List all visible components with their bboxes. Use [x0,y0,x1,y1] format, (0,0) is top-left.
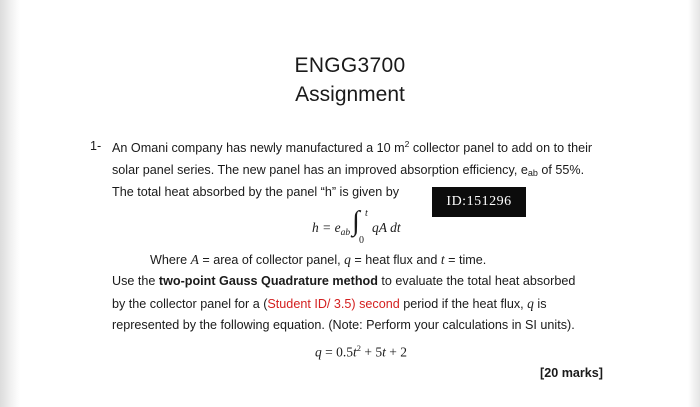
var-heat-flux: q [344,252,351,267]
var-area: A [190,252,199,267]
flux-var-t1: t [353,344,357,360]
line5-text-b: to evaluate the total heat absorbed [377,274,576,288]
integral-lhs-text: h = e [312,220,341,235]
course-code: ENGG3700 [294,54,406,77]
flux-coef-2: + 5 [361,344,383,360]
where-text-b: = area of collector panel, [198,253,345,267]
method-name: two-point Gauss Quadrature method [158,274,378,288]
question-line-5 [112,274,575,288]
student-id-badge: ID:151296 [432,187,526,217]
question-line-7: represented by the following equation. (Note: Perform your calculations in SI units). [112,318,575,332]
line6-var-q: q [527,296,534,311]
line1-text-b: collector panel to add on to their [409,141,593,156]
marks-label: [20 marks] [540,366,604,380]
line2-text-b: of 55%. [537,163,585,177]
line5-text-a: Use the [112,274,159,288]
flux-constant: + 2 [385,344,408,360]
integral-lhs [312,220,350,236]
question-line-6 [112,296,547,312]
where-text-d: = time. [444,253,487,267]
heat-flux-equation [315,343,407,361]
document-title: Assignment [295,83,405,106]
integrand: qA dt [372,220,401,235]
line6-text-a: by the collector panel for a ( [112,297,268,311]
flux-var-t2: t [382,344,386,360]
var-time: t [440,252,445,267]
question-number: 1- [90,139,102,153]
where-text-c: = heat flux and [350,253,441,267]
line6-text-b: period if the heat flux, [399,297,528,311]
integral-lhs-subscript: ab [340,228,351,238]
area-unit-exponent: 2 [404,139,410,149]
line2-text-a: solar panel series. The new panel has an improved absorption efficiency, e [112,163,528,177]
question-line-1 [112,139,592,155]
flux-lhs: q [315,344,322,360]
flux-coef-1: = 0.5 [321,344,353,360]
flux-exponent: 2 [356,343,362,353]
efficiency-subscript: ab [527,168,538,178]
variable-definitions [150,252,486,268]
time-period-highlight: Student ID/ 3.5) second [267,297,400,311]
where-text-a: Where [150,253,191,267]
question-line-3: The total heat absorbed by the panel “h” is given by [112,185,400,199]
line1-text-a: An Omani company has newly manufactured a 10 m [112,141,405,156]
integral-sign-icon: ∫ [352,206,360,237]
question-line-2 [112,163,584,177]
integral-lower-limit: 0 [359,235,364,246]
integral-upper-limit: t [365,208,368,219]
line6-text-c: is [533,297,547,311]
